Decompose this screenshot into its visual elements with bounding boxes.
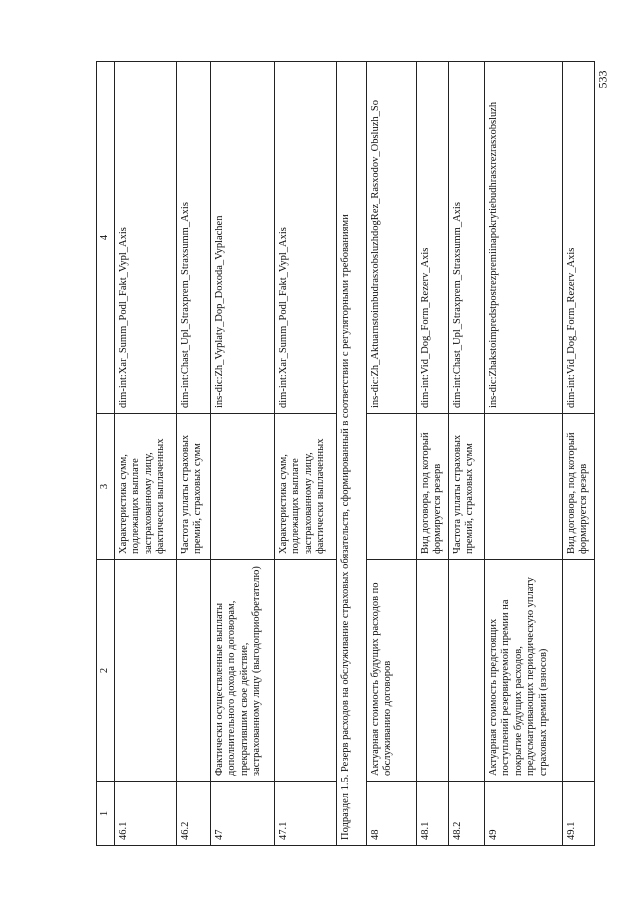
row-name	[114, 560, 176, 782]
regulation-table	[96, 61, 595, 846]
row-characteristic: Характеристика сумм, подлежащих выплате застрахованному лицу, фактически выплаченных	[274, 414, 336, 560]
row-characteristic: Характеристика сумм, подлежащих выплате застрахованному лицу, фактически выплаченных	[114, 414, 176, 560]
section-heading	[336, 62, 366, 846]
table-row	[274, 62, 336, 846]
table-row	[210, 62, 274, 846]
row-characteristic	[210, 414, 274, 560]
table-row	[416, 62, 448, 846]
row-name	[448, 560, 484, 782]
table-row	[366, 62, 416, 846]
row-name: Актуарная стоимость предстоящих поступлений резервируемой премии на покрытие будущих расходов, предусматривающих периодическую уплату страховых премий (взносов)	[484, 560, 562, 782]
row-number: 48	[366, 782, 416, 846]
row-code: dim-int:Xar_Summ_Podl_Fakt_Vypl_Axis	[114, 62, 176, 414]
row-characteristic: Частота уплаты страховых премий, страховых сумм	[448, 414, 484, 560]
table-row	[176, 62, 210, 846]
row-code: ins-dic:Zh_AktuarnstoimbudrasxobsluzhdogRez_Rasxodov_Obsluzh_So	[366, 62, 416, 414]
row-characteristic	[484, 414, 562, 560]
table-row	[114, 62, 176, 846]
table-row	[484, 62, 562, 846]
row-number: 46.2	[176, 782, 210, 846]
table-row	[562, 62, 594, 846]
row-code: dim-int:Chast_Upl_Straxprem_Straxsumm_Axis	[176, 62, 210, 414]
section-row	[336, 62, 366, 846]
row-name: Актуарная стоимость будущих расходов по обслуживанию договоров	[366, 560, 416, 782]
section-title: Резерв расходов на обслуживание страховых обязательств, сформированный в соответствии с регуляторными требованиями	[339, 214, 351, 773]
row-name: Фактически осуществленные выплаты дополнительного дохода по договорам, прекратившим свое действие, застрахованному лицу (выгодоприобретателю)	[210, 560, 274, 782]
row-code: ins-dic:Zhakstoimpredstpostrezpremiinapokrytiebudhrasxrezrasxobsluzh	[484, 62, 562, 414]
table-row	[448, 62, 484, 846]
header-col-4: 4	[97, 62, 115, 414]
rotated-table-container	[96, 62, 589, 846]
row-characteristic	[366, 414, 416, 560]
section-prefix: Подраздел 1.5.	[339, 774, 351, 840]
header-col-2: 2	[97, 560, 115, 782]
row-characteristic: Вид договора, под который формируется резерв	[562, 414, 594, 560]
page-number: 533	[595, 70, 610, 89]
row-name	[176, 560, 210, 782]
row-characteristic: Частота уплаты страховых премий, страховых сумм	[176, 414, 210, 560]
row-code: dim-int:Chast_Upl_Straxprem_Straxsumm_Axis	[448, 62, 484, 414]
row-name	[562, 560, 594, 782]
header-row	[97, 62, 115, 846]
row-number: 48.2	[448, 782, 484, 846]
row-number: 49	[484, 782, 562, 846]
row-characteristic: Вид договора, под который формируется резерв	[416, 414, 448, 560]
row-code: ins-dic:Zh_Vyplaty_Dop_Doxoda_Vyplachen	[210, 62, 274, 414]
row-name	[274, 560, 336, 782]
row-name	[416, 560, 448, 782]
row-code: dim-int:Xar_Summ_Podl_Fakt_Vypl_Axis	[274, 62, 336, 414]
row-number: 48.1	[416, 782, 448, 846]
row-code: dim-int:Vid_Dog_Form_Rezerv_Axis	[562, 62, 594, 414]
row-number: 47.1	[274, 782, 336, 846]
header-col-3: 3	[97, 414, 115, 560]
row-code: dim-int:Vid_Dog_Form_Rezerv_Axis	[416, 62, 448, 414]
row-number: 46.1	[114, 782, 176, 846]
header-col-1: 1	[97, 782, 115, 846]
row-number: 49.1	[562, 782, 594, 846]
row-number: 47	[210, 782, 274, 846]
